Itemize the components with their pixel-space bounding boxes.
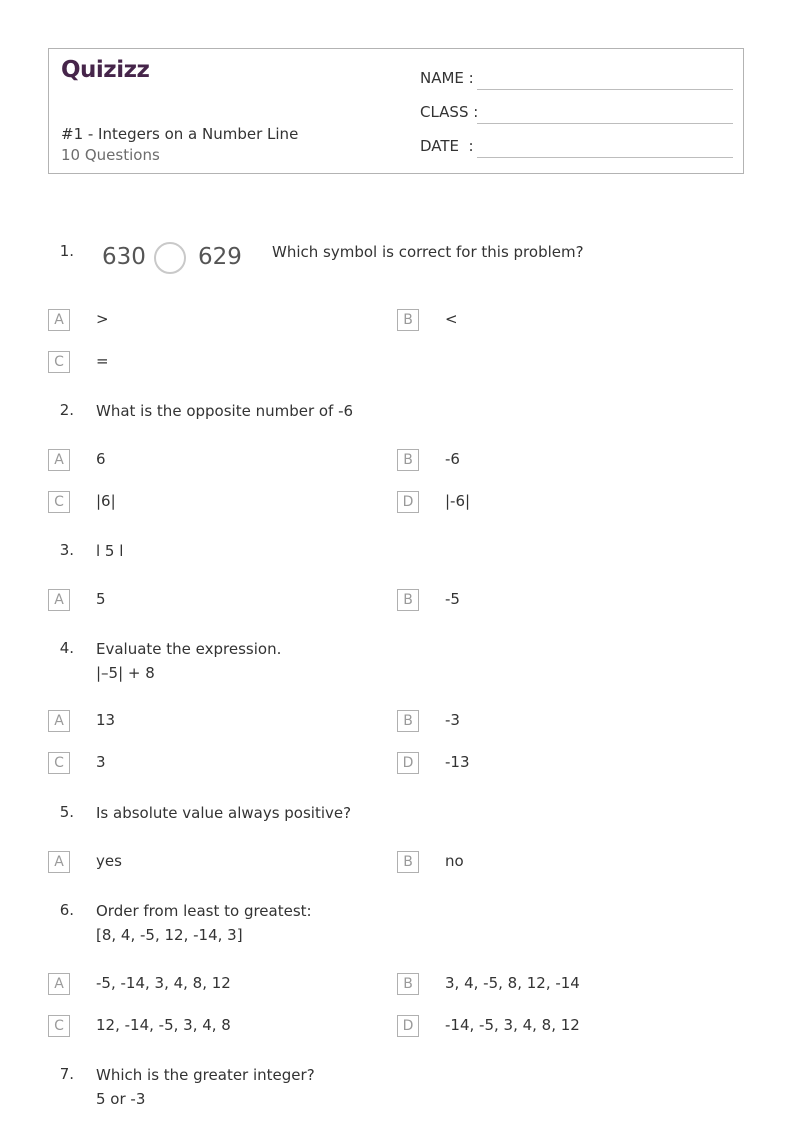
question-number: 4.	[59, 639, 74, 657]
option-box-a[interactable]: A	[48, 851, 70, 873]
question-number: 6.	[59, 901, 74, 919]
option-text-c: 3	[96, 753, 106, 771]
question-text-line2: |–5| + 8	[96, 664, 155, 682]
worksheet-title: #1 - Integers on a Number Line	[61, 125, 299, 143]
name-line[interactable]	[477, 89, 733, 90]
option-text-b: <	[445, 310, 458, 328]
question-text: l 5 l	[96, 542, 124, 560]
option-box-b[interactable]: B	[397, 710, 419, 732]
option-box-a[interactable]: A	[48, 973, 70, 995]
option-text-c: 12, -14, -5, 3, 4, 8	[96, 1016, 231, 1034]
question-count: 10 Questions	[61, 146, 160, 164]
option-box-a[interactable]: A	[48, 309, 70, 331]
date-label: DATE :	[420, 137, 474, 155]
option-box-a[interactable]: A	[48, 710, 70, 732]
name-label: NAME :	[420, 69, 474, 87]
class-field[interactable]	[420, 103, 733, 123]
option-text-a: 13	[96, 711, 116, 729]
option-text-c: |6|	[96, 492, 116, 510]
option-text-c: =	[96, 352, 109, 370]
question-number: 3.	[59, 541, 74, 559]
question-text: Which symbol is correct for this problem?	[272, 243, 584, 261]
option-text-b: -5	[445, 590, 460, 608]
option-box-d[interactable]: D	[397, 752, 419, 774]
worksheet-header	[48, 48, 744, 174]
option-text-b: no	[445, 852, 464, 870]
question-number: 2.	[59, 401, 74, 419]
option-box-c[interactable]: C	[48, 491, 70, 513]
option-text-b: -6	[445, 450, 460, 468]
option-text-a: -5, -14, 3, 4, 8, 12	[96, 974, 231, 992]
question-text-line2: [8, 4, -5, 12, -14, 3]	[96, 926, 243, 944]
question-text: What is the opposite number of -6	[96, 402, 354, 420]
option-text-b: 3, 4, -5, 8, 12, -14	[445, 974, 580, 992]
name-field[interactable]	[420, 69, 733, 89]
question-text: Which is the greater integer?	[96, 1066, 315, 1084]
class-label: CLASS :	[420, 103, 479, 121]
blank-circle-icon	[154, 242, 186, 274]
option-box-b[interactable]: B	[397, 973, 419, 995]
option-text-a: 6	[96, 450, 106, 468]
option-box-b[interactable]: B	[397, 589, 419, 611]
question-text: Is absolute value always positive?	[96, 804, 352, 822]
option-box-c[interactable]: C	[48, 1015, 70, 1037]
option-box-a[interactable]: A	[48, 589, 70, 611]
option-box-d[interactable]: D	[397, 1015, 419, 1037]
date-line[interactable]	[477, 157, 733, 158]
option-box-d[interactable]: D	[397, 491, 419, 513]
class-line[interactable]	[477, 123, 733, 124]
option-text-d: -14, -5, 3, 4, 8, 12	[445, 1016, 580, 1034]
option-text-d: |-6|	[445, 492, 471, 510]
question-text: Order from least to greatest:	[96, 902, 312, 920]
question-text: Evaluate the expression.	[96, 640, 282, 658]
figure-left-value: 630	[102, 244, 146, 270]
question-number: 1.	[59, 242, 74, 260]
option-box-b[interactable]: B	[397, 851, 419, 873]
question-number: 7.	[59, 1065, 74, 1083]
option-box-a[interactable]: A	[48, 449, 70, 471]
option-box-b[interactable]: B	[397, 309, 419, 331]
option-box-c[interactable]: C	[48, 351, 70, 373]
option-text-d: -13	[445, 753, 470, 771]
option-text-a: 5	[96, 590, 106, 608]
option-text-a: yes	[96, 852, 122, 870]
question-number: 5.	[59, 803, 74, 821]
option-text-b: -3	[445, 711, 460, 729]
option-text-a: >	[96, 310, 109, 328]
option-box-c[interactable]: C	[48, 752, 70, 774]
option-box-b[interactable]: B	[397, 449, 419, 471]
date-field[interactable]	[420, 137, 733, 157]
quizizz-logo: Quizizz	[61, 57, 150, 83]
figure-right-value: 629	[198, 244, 242, 270]
question-text-line2: 5 or -3	[96, 1090, 146, 1108]
